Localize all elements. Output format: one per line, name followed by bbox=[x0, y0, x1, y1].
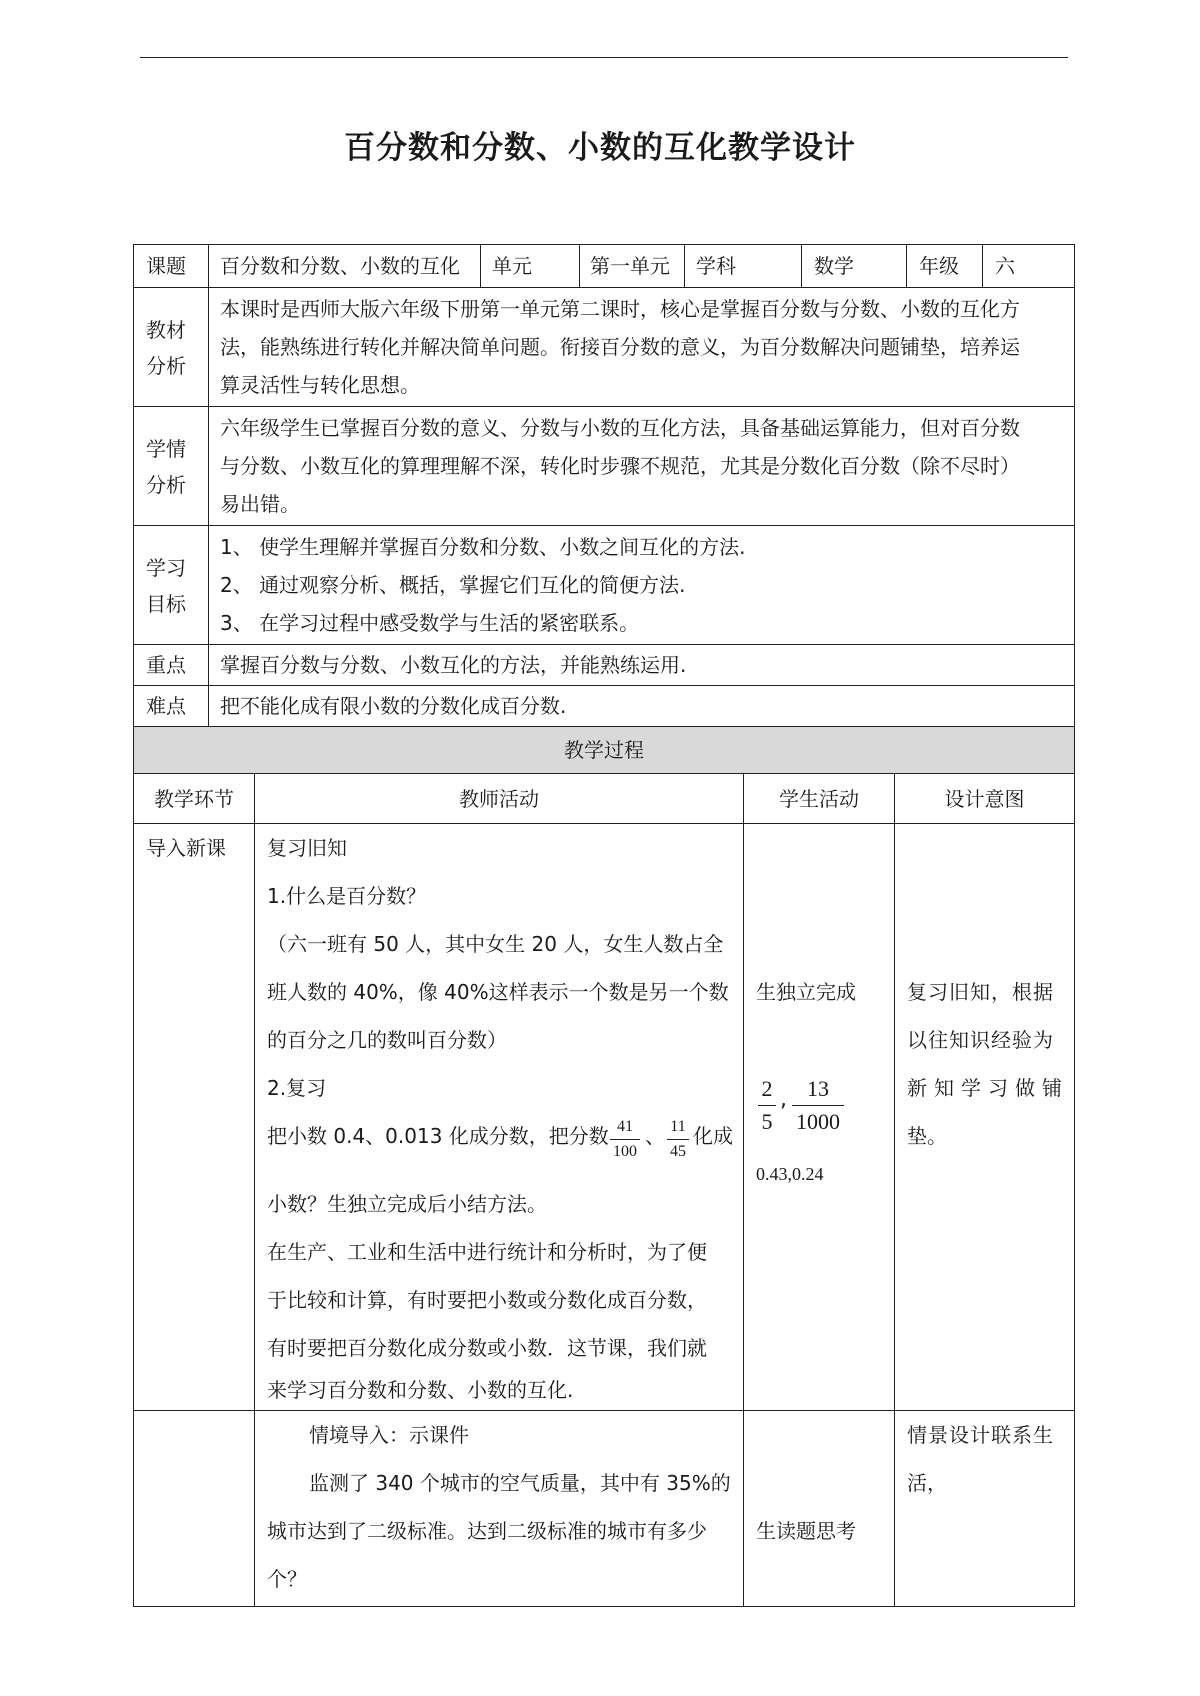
subject-value: 数学 bbox=[814, 254, 854, 278]
row2-stage-cell bbox=[133, 1410, 255, 1607]
document-title: 百分数和分数、小数的互化教学设计 bbox=[344, 130, 856, 166]
textbook-line-3: 算灵活性与转化思想。 bbox=[220, 373, 420, 397]
goals-label-cell bbox=[133, 525, 209, 645]
row2-teacher-cell bbox=[254, 1410, 744, 1607]
learners-line-2: 与分数、小数互化的算理理解不深，转化时步骤不规范，尤其是分数化百分数（除不尽时） bbox=[220, 454, 1020, 478]
subject-value-cell bbox=[801, 244, 907, 288]
row1-student-line-2: 0.43,0.24 bbox=[756, 1164, 824, 1184]
unit-value-cell bbox=[579, 244, 685, 288]
row1-intent-line-2: 以往知识经验为 bbox=[907, 1028, 1054, 1052]
row1-intent-cell bbox=[894, 823, 1075, 1411]
row1-teacher-line-3: （六一班有 50 人，其中女生 20 人，女生人数占全 bbox=[267, 932, 724, 956]
row1-teacher-line-10: 于比较和计算，有时要把小数或分数化成百分数， bbox=[267, 1288, 707, 1312]
difficulty-text: 把不能化成有限小数的分数化成百分数. bbox=[220, 694, 567, 718]
row1-teacher-line-11: 有时要把百分数化成分数或小数．这节课，我们就 bbox=[267, 1336, 707, 1360]
fraction-comma: , bbox=[780, 1087, 787, 1112]
col-student-header: 学生活动 bbox=[779, 787, 859, 811]
row1-intent-line-4: 垫。 bbox=[907, 1124, 947, 1148]
key-point-label-cell bbox=[133, 644, 209, 686]
col-stage-header: 教学环节 bbox=[154, 787, 234, 811]
col-student-header-cell bbox=[743, 773, 895, 824]
row1-stage: 导入新课 bbox=[146, 836, 226, 860]
row2-student-line: 生读题思考 bbox=[756, 1519, 856, 1543]
fraction-denominator: 45 bbox=[670, 1143, 686, 1160]
fraction-11-45 bbox=[667, 1118, 689, 1166]
unit-label: 单元 bbox=[492, 254, 532, 278]
header-rule bbox=[140, 57, 1068, 58]
learners-line-3: 易出错。 bbox=[220, 492, 300, 516]
topic-value-cell bbox=[208, 244, 481, 288]
row2-intent-cell bbox=[894, 1410, 1075, 1607]
col-intent-header-cell bbox=[894, 773, 1075, 824]
learners-line-1: 六年级学生已掌握百分数的意义、分数与小数的互化方法，具备基础运算能力，但对百分数 bbox=[220, 416, 1020, 440]
row1-teacher-line-6: 2.复习 bbox=[267, 1076, 327, 1100]
fraction-numerator: 2 bbox=[761, 1076, 773, 1101]
fraction-numerator: 41 bbox=[617, 1118, 633, 1135]
textbook-content-cell bbox=[208, 287, 1075, 407]
grade-label-cell bbox=[906, 244, 983, 288]
col-teacher-header: 教师活动 bbox=[459, 787, 539, 811]
textbook-line-1: 本课时是西师大版六年级下册第一单元第二课时，核心是掌握百分数与分数、小数的互化方 bbox=[220, 297, 1020, 321]
learners-label-cell bbox=[133, 406, 209, 526]
textbook-line-2: 法，能熟练进行转化并解决简单问题。衔接百分数的意义，为百分数解决问题铺垫，培养运 bbox=[220, 335, 1020, 359]
textbook-label-cell bbox=[133, 287, 209, 407]
row2-teacher-line-4: 个？ bbox=[267, 1567, 307, 1591]
col-stage-header-cell bbox=[133, 773, 255, 824]
row1-student-line-1: 生独立完成 bbox=[756, 980, 856, 1004]
row2-intent-line-1: 情景设计联系生 bbox=[907, 1423, 1054, 1447]
row1-teacher-line-2: 1.什么是百分数？ bbox=[267, 884, 427, 908]
row1-teacher-line-5: 的百分之几的数叫百分数） bbox=[267, 1028, 507, 1052]
goal-item-1: 1、 使学生理解并掌握百分数和分数、小数之间互化的方法. bbox=[220, 535, 746, 559]
difficulty-label: 难点 bbox=[146, 694, 186, 718]
key-point-label: 重点 bbox=[146, 653, 186, 677]
fraction-41-100 bbox=[610, 1118, 640, 1166]
learners-label-2: 分析 bbox=[146, 473, 186, 497]
fraction-numerator: 11 bbox=[670, 1118, 686, 1135]
fraction-2-5 bbox=[758, 1076, 776, 1136]
grade-label: 年级 bbox=[919, 254, 959, 278]
unit-value: 第一单元 bbox=[590, 254, 670, 278]
goals-label-2: 目标 bbox=[146, 592, 186, 616]
unit-label-cell bbox=[480, 244, 580, 288]
process-heading: 教学过程 bbox=[564, 738, 644, 762]
row1-teacher-line-7a: 把小数 0.4、0.013 化成分数，把分数 bbox=[267, 1124, 609, 1148]
row2-student-cell bbox=[743, 1410, 895, 1607]
textbook-label-2: 分析 bbox=[146, 354, 186, 378]
row2-teacher-line-1: 情境导入：示课件 bbox=[309, 1423, 469, 1447]
textbook-label-1: 教材 bbox=[146, 318, 186, 342]
fraction-denominator: 100 bbox=[613, 1143, 637, 1160]
row1-teacher-line-8: 小数？生独立完成后小结方法。 bbox=[267, 1192, 547, 1216]
difficulty-content-cell bbox=[208, 685, 1075, 727]
subject-label: 学科 bbox=[696, 254, 736, 278]
row2-teacher-line-3: 城市达到了二级标准。达到二级标准的城市有多少 bbox=[267, 1519, 707, 1543]
grade-value: 六 bbox=[995, 254, 1015, 278]
grade-value-cell bbox=[982, 244, 1075, 288]
goals-label-1: 学习 bbox=[146, 556, 186, 580]
key-point-content-cell bbox=[208, 644, 1075, 686]
learners-label-1: 学情 bbox=[146, 437, 186, 461]
col-teacher-header-cell bbox=[254, 773, 744, 824]
topic-label-cell bbox=[133, 244, 209, 288]
fraction-denominator: 5 bbox=[761, 1109, 773, 1134]
difficulty-label-cell bbox=[133, 685, 209, 727]
row1-student-cell bbox=[743, 823, 895, 1411]
goal-item-3: 3、 在学习过程中感受数学与生活的紧密联系。 bbox=[220, 611, 640, 635]
topic-value: 百分数和分数、小数的互化 bbox=[220, 254, 460, 278]
row1-teacher-line-4: 班人数的 40%，像 40%这样表示一个数是另一个数 bbox=[267, 980, 729, 1004]
fraction-denominator: 1000 bbox=[796, 1109, 840, 1134]
goal-item-2: 2、 通过观察分析、概括，掌握它们互化的简便方法. bbox=[220, 573, 686, 597]
process-heading-cell bbox=[133, 726, 1075, 774]
learners-content-cell bbox=[208, 406, 1075, 526]
topic-label: 课题 bbox=[146, 254, 186, 278]
row1-intent-line-3: 新知学习做铺 bbox=[907, 1076, 1069, 1100]
row1-teacher-line-9: 在生产、工业和生活中进行统计和分析时，为了便 bbox=[267, 1240, 707, 1264]
fraction-13-1000 bbox=[792, 1076, 844, 1136]
row1-intent-line-1: 复习旧知，根据 bbox=[907, 980, 1054, 1004]
subject-label-cell bbox=[684, 244, 802, 288]
row1-teacher-cell bbox=[254, 823, 744, 1411]
row1-teacher-line-7b: 化成 bbox=[693, 1124, 733, 1148]
row1-stage-cell bbox=[133, 823, 255, 1411]
row2-teacher-line-2: 监测了 340 个城市的空气质量，其中有 35%的 bbox=[309, 1471, 731, 1495]
row1-teacher-line-12: 来学习百分数和分数、小数的互化. bbox=[267, 1378, 574, 1402]
col-intent-header: 设计意图 bbox=[944, 787, 1025, 811]
key-point-text: 掌握百分数与分数、小数互化的方法，并能熟练运用. bbox=[220, 653, 687, 677]
goals-content-cell bbox=[208, 525, 1075, 645]
fraction-separator: 、 bbox=[645, 1124, 665, 1148]
row1-teacher-line-1: 复习旧知 bbox=[267, 836, 347, 860]
fraction-numerator: 13 bbox=[807, 1076, 829, 1101]
row2-intent-line-2: 活， bbox=[907, 1471, 947, 1495]
